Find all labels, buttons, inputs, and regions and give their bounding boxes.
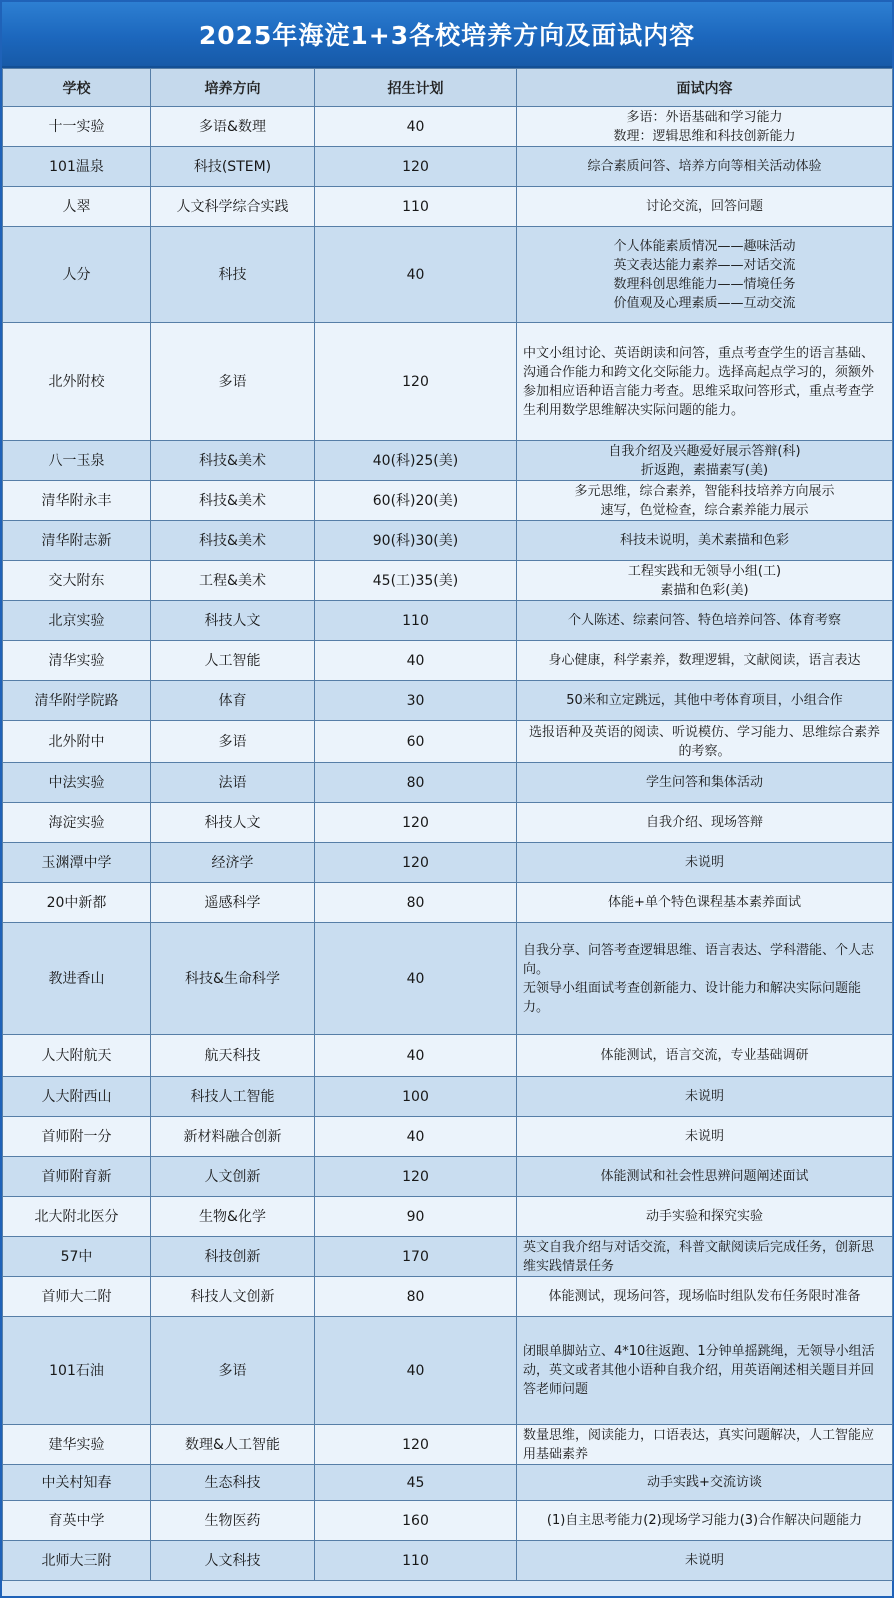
school-cell: 101温泉 — [3, 147, 151, 187]
plan-cell: 40 — [315, 1117, 517, 1157]
plan-cell: 80 — [315, 1277, 517, 1317]
plan-cell: 170 — [315, 1237, 517, 1277]
school-cell: 教进香山 — [3, 923, 151, 1035]
table-row — [3, 1465, 893, 1501]
table-row — [3, 441, 893, 481]
interview-content-cell — [517, 721, 893, 763]
school-cell: 海淀实验 — [3, 803, 151, 843]
interview-content-line: 英文表达能力素养——对话交流 — [613, 257, 796, 273]
interview-content-cell — [517, 1117, 893, 1157]
school-cell: 北京实验 — [3, 601, 151, 641]
school-cell: 57中 — [3, 1237, 151, 1277]
interview-content-cell — [517, 481, 893, 521]
school-cell: 101石油 — [3, 1317, 151, 1425]
interview-content-line: 动手实验和探究实验 — [645, 1209, 763, 1224]
school-cell: 中法实验 — [3, 763, 151, 803]
table-row — [3, 923, 893, 1035]
interview-content-cell — [517, 1501, 893, 1541]
interview-content-line: 英文自我介绍与对话交流，科普文献阅读后完成任务，创新思维实践情景任务 — [523, 1239, 875, 1274]
interview-content-cell — [517, 681, 893, 721]
interview-content-cell — [517, 561, 893, 601]
plan-cell: 120 — [315, 1425, 517, 1465]
interview-content-cell — [517, 1541, 893, 1581]
interview-content-line: 体能测试，现场问答，现场临时组队发布任务限时准备 — [548, 1289, 861, 1304]
table-row — [3, 883, 893, 923]
plan-cell: 40 — [315, 107, 517, 147]
direction-cell: 科技&生命科学 — [151, 923, 315, 1035]
table-row — [3, 1117, 893, 1157]
interview-content-cell — [517, 323, 893, 441]
interview-content-cell — [517, 803, 893, 843]
table-header-row — [3, 69, 893, 107]
plan-cell: 45(工)35(美) — [315, 561, 517, 601]
direction-cell: 多语 — [151, 1317, 315, 1425]
interview-content-line: 选报语种及英语的阅读、听说模仿、学习能力、思维综合素养的考察。 — [528, 724, 880, 759]
plan-cell: 100 — [315, 1077, 517, 1117]
table-row — [3, 681, 893, 721]
plan-cell: 40 — [315, 227, 517, 323]
schools-table — [2, 68, 893, 1581]
interview-content-line: 闭眼单脚站立、4*10往返跑、1分钟单摇跳绳，无领导小组活动，英文或者其他小语种自我介绍，用英语阐述相关题目并回答老师问题 — [523, 1344, 875, 1397]
direction-cell: 科技创新 — [151, 1237, 315, 1277]
table-row — [3, 1197, 893, 1237]
interview-content-line: 工程实践和无领导小组(工) — [627, 563, 782, 579]
plan-cell: 110 — [315, 601, 517, 641]
table-row — [3, 803, 893, 843]
header-plan: 招生计划 — [315, 69, 517, 107]
interview-content-line: 自我介绍及兴趣爱好展示答辩(科) — [608, 443, 801, 459]
interview-content-line: 动手实践+交流访谈 — [647, 1475, 762, 1490]
interview-content-line: 综合素质问答、培养方向等相关活动体验 — [587, 159, 822, 174]
direction-cell: 生物&化学 — [151, 1197, 315, 1237]
direction-cell: 科技&美术 — [151, 521, 315, 561]
interview-content-line: 折返跑，素描素写(美) — [640, 462, 769, 478]
interview-content-cell — [517, 521, 893, 561]
interview-content-line: 数量思维，阅读能力，口语表达，真实问题解决，人工智能应用基础素养 — [523, 1427, 875, 1462]
interview-content-line: 个人体能素质情况——趣味活动 — [613, 238, 796, 254]
interview-content-line: 未说明 — [684, 855, 724, 870]
plan-cell: 90 — [315, 1197, 517, 1237]
interview-content-line: 讨论交流，回答问题 — [645, 199, 763, 214]
page-title: 2025年海淀1+3各校培养方向及面试内容 — [2, 2, 892, 68]
direction-cell: 工程&美术 — [151, 561, 315, 601]
interview-content-line: 学生问答和集体活动 — [645, 775, 763, 790]
interview-content-line: 未说明 — [684, 1129, 724, 1144]
school-cell: 玉渊潭中学 — [3, 843, 151, 883]
interview-content-cell — [517, 1077, 893, 1117]
interview-content-line: 多语：外语基础和学习能力 — [626, 109, 783, 125]
table-row — [3, 721, 893, 763]
direction-cell: 多语 — [151, 323, 315, 441]
interview-content-line: 素描和色彩(美) — [660, 582, 749, 598]
interview-content-cell — [517, 1465, 893, 1501]
school-cell: 人分 — [3, 227, 151, 323]
plan-cell: 30 — [315, 681, 517, 721]
interview-content-cell — [517, 187, 893, 227]
school-cell: 首师附一分 — [3, 1117, 151, 1157]
table-row — [3, 1501, 893, 1541]
table-row — [3, 323, 893, 441]
table-row — [3, 227, 893, 323]
interview-content-cell — [517, 1157, 893, 1197]
direction-cell: 多语&数理 — [151, 107, 315, 147]
school-cell: 首师大二附 — [3, 1277, 151, 1317]
table-row — [3, 601, 893, 641]
plan-cell: 120 — [315, 147, 517, 187]
plan-cell: 90(科)30(美) — [315, 521, 517, 561]
table-row — [3, 1157, 893, 1197]
school-cell: 中关村知春 — [3, 1465, 151, 1501]
interview-content-line: 价值观及心理素质——互动交流 — [613, 295, 796, 311]
interview-content-line: 50米和立定跳远，其他中考体育项目，小组合作 — [566, 693, 843, 708]
interview-content-cell — [517, 923, 893, 1035]
direction-cell: 人文科学综合实践 — [151, 187, 315, 227]
interview-content-cell — [517, 1237, 893, 1277]
plan-cell: 160 — [315, 1501, 517, 1541]
interview-content-cell — [517, 1425, 893, 1465]
direction-cell: 生物医药 — [151, 1501, 315, 1541]
plan-cell: 40 — [315, 1317, 517, 1425]
table-row — [3, 187, 893, 227]
school-cell: 清华附永丰 — [3, 481, 151, 521]
table-row — [3, 1237, 893, 1277]
plan-cell: 60(科)20(美) — [315, 481, 517, 521]
table-row — [3, 521, 893, 561]
interview-content-line: 中文小组讨论、英语朗读和问答，重点考查学生的语言基础、沟通合作能力和跨文化交际能力。选择高起点学习的，须额外参加相应语种语言能力考查。思维采取问答形式，重点考查学生利用数学思维解决实际问题的能力。 — [523, 345, 875, 418]
direction-cell: 经济学 — [151, 843, 315, 883]
table-row — [3, 763, 893, 803]
table-row — [3, 1035, 893, 1077]
plan-cell: 110 — [315, 1541, 517, 1581]
direction-cell: 科技&美术 — [151, 441, 315, 481]
direction-cell: 航天科技 — [151, 1035, 315, 1077]
school-cell: 北外附校 — [3, 323, 151, 441]
school-cell: 清华附志新 — [3, 521, 151, 561]
interview-content-cell — [517, 763, 893, 803]
plan-cell: 45 — [315, 1465, 517, 1501]
interview-content-line: 速写，色觉检查，综合素养能力展示 — [600, 502, 809, 518]
school-cell: 建华实验 — [3, 1425, 151, 1465]
interview-content-line: 科技未说明，美术素描和色彩 — [619, 533, 789, 548]
school-cell: 北师大三附 — [3, 1541, 151, 1581]
direction-cell: 科技(STEM) — [151, 147, 315, 187]
school-cell: 人翠 — [3, 187, 151, 227]
header-direction: 培养方向 — [151, 69, 315, 107]
interview-content-line: 身心健康，科学素养，数理逻辑，文献阅读，语言表达 — [548, 653, 861, 668]
school-cell: 八一玉泉 — [3, 441, 151, 481]
table-body — [3, 107, 893, 1581]
interview-content-line: 个人陈述、综素问答、特色培养问答、体育考察 — [567, 613, 841, 628]
table-row — [3, 561, 893, 601]
plan-cell: 60 — [315, 721, 517, 763]
plan-cell: 40 — [315, 923, 517, 1035]
plan-cell: 120 — [315, 1157, 517, 1197]
plan-cell: 40(科)25(美) — [315, 441, 517, 481]
plan-cell: 120 — [315, 803, 517, 843]
interview-content-cell — [517, 441, 893, 481]
interview-content-cell — [517, 883, 893, 923]
direction-cell: 人文科技 — [151, 1541, 315, 1581]
table-row — [3, 107, 893, 147]
interview-content-line: 多元思维，综合素养，智能科技培养方向展示 — [574, 483, 835, 499]
table-row — [3, 843, 893, 883]
school-cell: 20中新都 — [3, 883, 151, 923]
school-cell: 首师附育新 — [3, 1157, 151, 1197]
interview-content-line: 体能测试，语言交流，专业基础调研 — [600, 1048, 809, 1063]
direction-cell: 人文创新 — [151, 1157, 315, 1197]
direction-cell: 数理&人工智能 — [151, 1425, 315, 1465]
interview-content-line: 自我分享、问答考查逻辑思维、语言表达、学科潜能、个人志向。 — [523, 942, 875, 977]
interview-content-cell — [517, 1277, 893, 1317]
school-cell: 人大附航天 — [3, 1035, 151, 1077]
interview-content-cell — [517, 601, 893, 641]
school-cell: 交大附东 — [3, 561, 151, 601]
direction-cell: 人工智能 — [151, 641, 315, 681]
school-cell: 北外附中 — [3, 721, 151, 763]
direction-cell: 科技人工智能 — [151, 1077, 315, 1117]
school-cell: 育英中学 — [3, 1501, 151, 1541]
direction-cell: 多语 — [151, 721, 315, 763]
direction-cell: 体育 — [151, 681, 315, 721]
table-row — [3, 1277, 893, 1317]
school-cell: 北大附北医分 — [3, 1197, 151, 1237]
school-cell: 十一实验 — [3, 107, 151, 147]
header-school: 学校 — [3, 69, 151, 107]
plan-cell: 40 — [315, 1035, 517, 1077]
interview-content-cell — [517, 147, 893, 187]
plan-cell: 120 — [315, 323, 517, 441]
table-row — [3, 1077, 893, 1117]
interview-content-cell — [517, 1197, 893, 1237]
interview-content-cell — [517, 1035, 893, 1077]
interview-content-line: 体能+单个特色课程基本素养面试 — [608, 895, 801, 910]
interview-content-cell — [517, 227, 893, 323]
direction-cell: 法语 — [151, 763, 315, 803]
interview-content-line: 未说明 — [684, 1553, 724, 1568]
interview-content-cell — [517, 107, 893, 147]
interview-content-line: 自我介绍、现场答辩 — [645, 815, 763, 830]
table-row — [3, 1541, 893, 1581]
interview-content-line: 体能测试和社会性思辨问题阐述面试 — [600, 1169, 809, 1184]
interview-content-line: 未说明 — [684, 1089, 724, 1104]
interview-content-cell — [517, 843, 893, 883]
plan-cell: 110 — [315, 187, 517, 227]
direction-cell: 科技 — [151, 227, 315, 323]
interview-content-cell — [517, 1317, 893, 1425]
table-row — [3, 641, 893, 681]
direction-cell: 科技人文创新 — [151, 1277, 315, 1317]
direction-cell: 科技人文 — [151, 803, 315, 843]
school-cell: 人大附西山 — [3, 1077, 151, 1117]
direction-cell: 科技&美术 — [151, 481, 315, 521]
interview-content-line: 无领导小组面试考查创新能力、设计能力和解决实际问题能力。 — [523, 980, 862, 1015]
interview-content-line: 数理科创思维能力——情境任务 — [613, 276, 796, 292]
direction-cell: 生态科技 — [151, 1465, 315, 1501]
interview-content-line: (1)自主思考能力(2)现场学习能力(3)合作解决问题能力 — [546, 1513, 863, 1528]
table-row — [3, 147, 893, 187]
plan-cell: 40 — [315, 641, 517, 681]
header-content: 面试内容 — [517, 69, 893, 107]
direction-cell: 科技人文 — [151, 601, 315, 641]
interview-content-cell — [517, 641, 893, 681]
plan-cell: 120 — [315, 843, 517, 883]
plan-cell: 80 — [315, 883, 517, 923]
school-cell: 清华附学院路 — [3, 681, 151, 721]
direction-cell: 新材料融合创新 — [151, 1117, 315, 1157]
plan-cell: 80 — [315, 763, 517, 803]
direction-cell: 遥感科学 — [151, 883, 315, 923]
table-row — [3, 1317, 893, 1425]
table-row — [3, 1425, 893, 1465]
table-row — [3, 481, 893, 521]
school-cell: 清华实验 — [3, 641, 151, 681]
interview-content-line: 数理：逻辑思维和科技创新能力 — [613, 128, 796, 144]
